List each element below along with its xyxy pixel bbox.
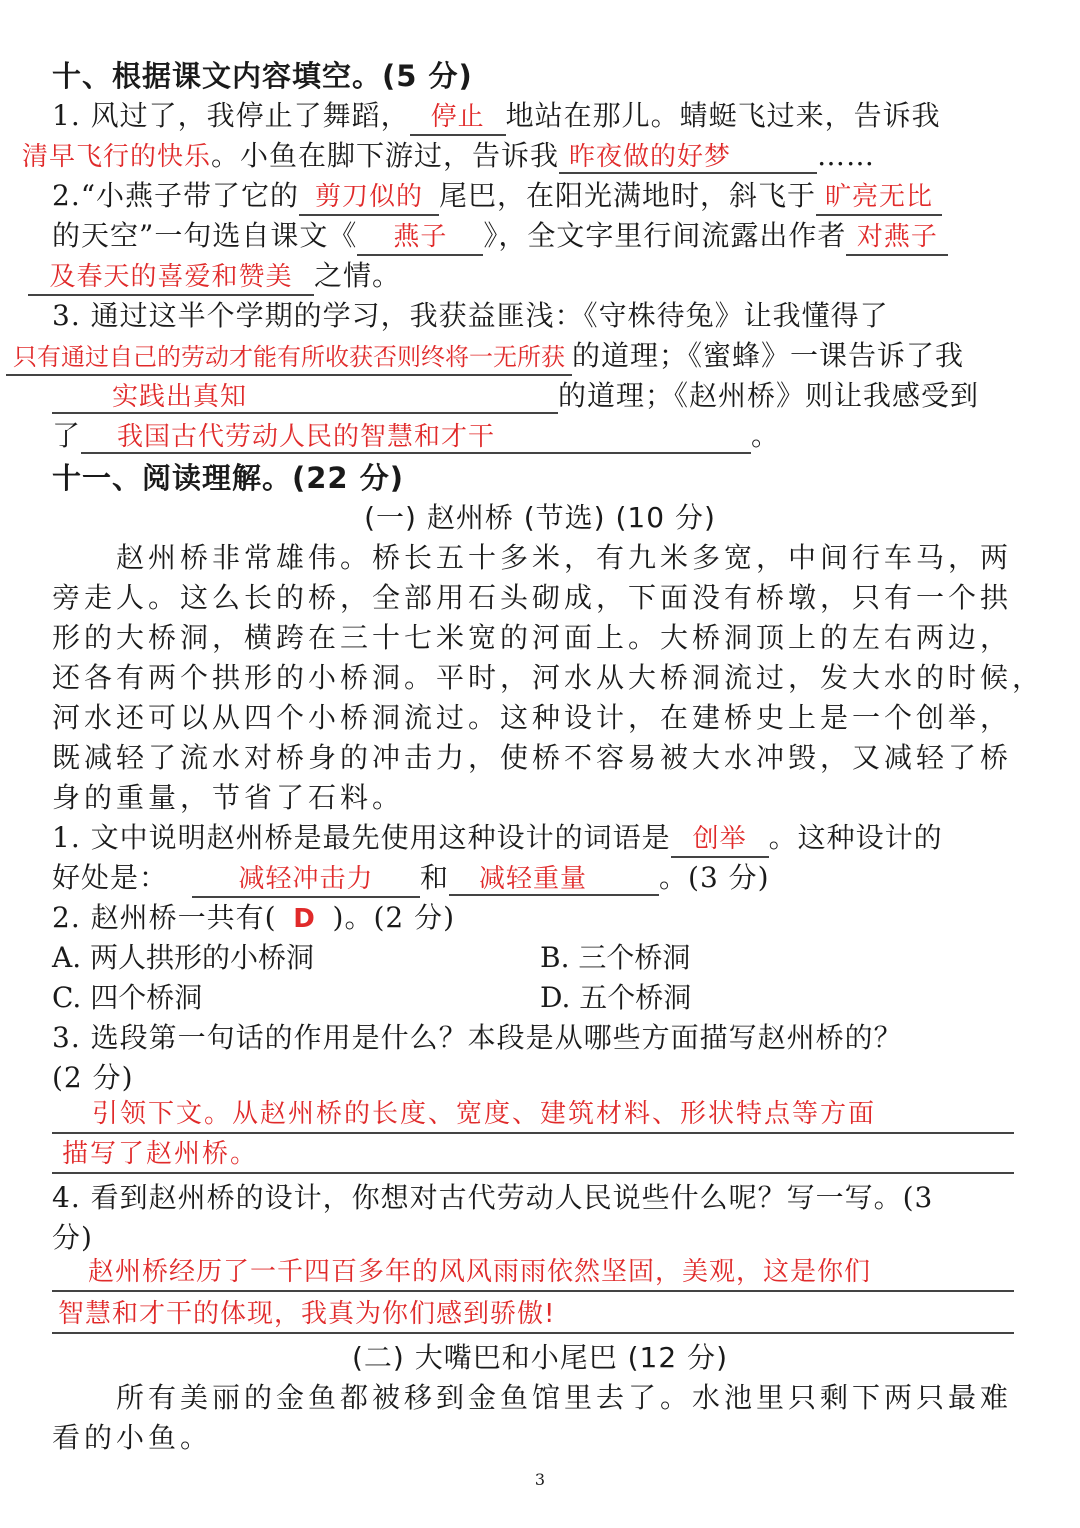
passage-line: 旁走人。这么长的桥，全部用石头砌成，下面没有桥墩，只有一个拱 <box>52 581 1013 614</box>
q11-1-line2: 好处是： 减轻冲击力 和 减轻重量 。(3 分) <box>52 858 1030 898</box>
option-a: A. 两人拱形的小桥洞 <box>52 941 315 974</box>
q10-1-line2: 清早飞行的快乐。小鱼在脚下游过，告诉我 昨夜做的好梦 …… <box>22 139 876 172</box>
q11-4-stem: 4. 看到赵州桥的设计，你想对古代劳动人民说些什么呢？写一写。(3 <box>52 1181 934 1214</box>
q10-2-line1: 2.“小燕子带了它的 剪刀似的 尾巴，在阳光满地时，斜飞于 旷亮无比 <box>52 176 1030 216</box>
part2-title: (二) 大嘴巴和小尾巴 (12 分) <box>351 1341 729 1374</box>
option-d: D. 五个桥洞 <box>540 981 692 1014</box>
answer-line: 赵州桥经历了一千四百多年的风风雨雨依然坚固，美观，这是你们 <box>52 1254 1014 1292</box>
passage-line: 赵州桥非常雄伟。桥长五十多米，有九米多宽，中间行车马，两 <box>116 541 1013 574</box>
passage-line: 所有美丽的金鱼都被移到金鱼馆里去了。水池里只剩下两只最难 <box>116 1381 1013 1414</box>
q10-1-line1: 1. 风过了，我停止了舞蹈， 停止 地站在那儿。蜻蜓飞过来，告诉我 <box>52 96 1030 136</box>
q11-3-stem: 3. 选段第一句话的作用是什么？本段是从哪些方面描写赵州桥的？ <box>52 1021 903 1054</box>
q10-3-line2: 只有通过自己的劳动才能有所收获否则终将一无所获 的道理；《蜜蜂》一课告诉了我 <box>6 336 1030 376</box>
answer-blank: 创举 <box>671 822 769 858</box>
answer-blank: 燕子 <box>357 220 483 256</box>
passage-line: 还各有两个拱形的小桥洞。平时，河水从大桥洞流过，发大水的时候， <box>52 661 1045 694</box>
passage-line: 看的小鱼。 <box>52 1421 213 1454</box>
answer-blank: 旷亮无比 <box>816 180 942 216</box>
section-11-heading: 十一、阅读理解。(22 分) <box>52 461 404 495</box>
q10-2-line2: 的天空”一句选自课文《 燕子 》，全文字里行间流露出作者 对燕子 <box>52 216 1030 256</box>
answer-blank: 我国古代劳动人民的智慧和才干 <box>81 420 751 454</box>
answer-blank: 停止 <box>410 100 506 136</box>
passage-line: 河水还可以从四个小桥洞流过。这种设计，在建桥史上是一个创举， <box>52 701 1013 734</box>
q11-1-line1: 1. 文中说明赵州桥是最先使用这种设计的词语是 创举 。这种设计的 <box>52 818 1030 858</box>
q10-3-line4: 了 我国古代劳动人民的智慧和才干 。 <box>52 419 781 452</box>
part1-title: (一) 赵州桥 (节选) (10 分) <box>364 501 716 534</box>
answer-blank: 昨夜做的好梦 <box>559 140 817 174</box>
q11-2-stem: 2. 赵州桥一共有( D )。(2 分) <box>52 898 1030 938</box>
answer-blank: 及春天的喜爱和赞美 <box>28 260 314 296</box>
q11-3-points: (2 分) <box>52 1061 134 1094</box>
q11-4-points: 分) <box>52 1221 93 1254</box>
answer-blank: 实践出真知 <box>52 380 558 414</box>
answer-line: 智慧和才干的体现，我真为你们感到骄傲! <box>52 1296 1014 1334</box>
q10-3-line1: 3. 通过这半个学期的学习，我获益匪浅：《守株待兔》让我懂得了 <box>52 299 889 332</box>
page-number: 3 <box>534 1470 546 1489</box>
answer-blank: 减轻冲击力 <box>192 862 420 898</box>
q10-2-line3: 及春天的喜爱和赞美 之情。 <box>28 256 1030 296</box>
answer-line: 描写了赵州桥。 <box>52 1136 1014 1174</box>
answer-blank: 只有通过自己的劳动才能有所收获否则终将一无所获 <box>6 340 572 376</box>
answer-text: D <box>293 904 316 934</box>
q10-3-line3: 实践出真知 的道理；《赵州桥》则让我感受到 <box>52 376 1030 416</box>
passage-line: 既减轻了流水对桥身的冲击力，使桥不容易被大水冲毁，又减轻了桥 <box>52 741 1013 774</box>
option-b: B. 三个桥洞 <box>540 941 691 974</box>
answer-blank: 对燕子 <box>846 220 948 256</box>
answer-text: 清早飞行的快乐 <box>22 142 212 172</box>
option-c: C. 四个桥洞 <box>52 981 203 1014</box>
answer-line: 引领下文。从赵州桥的长度、宽度、建筑材料、形状特点等方面 <box>52 1096 1014 1134</box>
answer-blank: 剪刀似的 <box>299 180 439 216</box>
passage-line: 形的大桥洞，横跨在三十七米宽的河面上。大桥洞顶上的左右两边， <box>52 621 1013 654</box>
passage-line: 身的重量，节省了石料。 <box>52 781 405 814</box>
section-10-heading: 十、根据课文内容填空。(5 分) <box>52 59 473 93</box>
answer-blank: 减轻重量 <box>449 862 659 896</box>
